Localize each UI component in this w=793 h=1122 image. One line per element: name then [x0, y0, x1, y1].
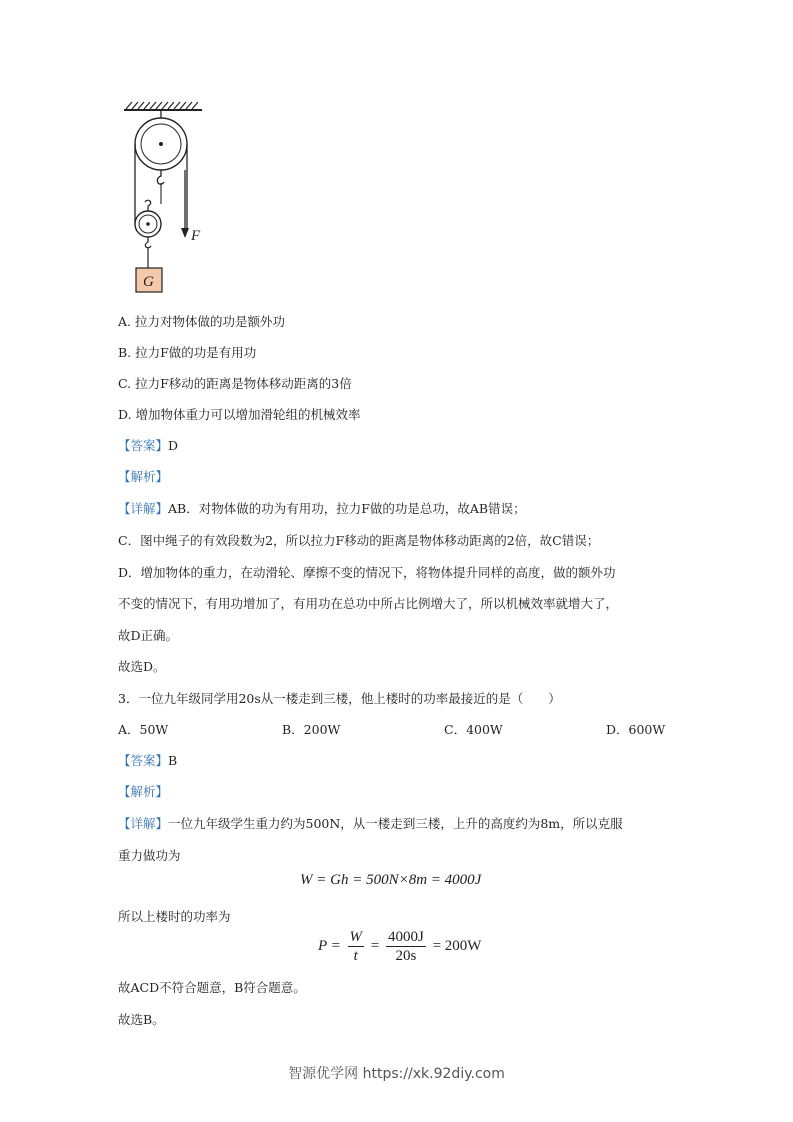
q2-option-c: C. 拉力F移动的距离是物体移动距离的3倍: [118, 376, 352, 391]
q2-option-b: B. 拉力F做的功是有用功: [118, 345, 257, 360]
q3-analysis-tag: 【解析】: [118, 784, 169, 799]
q3-option-c: C．400W: [444, 722, 503, 737]
answer-tag: 【答案】: [118, 753, 169, 768]
detail-text: 一位九年级学生重力约为500N，从一楼走到三楼，上升的高度约为8m，所以克服: [168, 816, 623, 831]
q3-option-b: B．200W: [282, 722, 341, 737]
q3-power-intro: 所以上楼时的功率为: [118, 909, 231, 924]
answer-tag: 【答案】: [118, 438, 169, 453]
q2-conclusion: 故选D。: [118, 659, 166, 674]
fraction-values: $\frac{4000J}{20s}$: [387, 929, 424, 964]
q3-stem: 3．一位九年级同学用20s从一楼走到三楼，他上楼时的功率最接近的是（ ）: [118, 691, 561, 706]
weight-label: G: [143, 274, 154, 290]
q3-summary: 故ACD不符合题意，B符合题意。: [118, 980, 306, 995]
detail-text: AB．对物体做的功为有用功，拉力F做的功是总功，故AB错误；: [168, 501, 526, 516]
fraction-w-t: $\frac{W}{t}$: [349, 929, 363, 964]
detail-tag: 【详解】: [118, 501, 169, 516]
q3-conclusion: 故选B。: [118, 1012, 165, 1027]
q2-detail-1: [118, 499, 526, 517]
q2-detail-2: C．图中绳子的有效段数为2，所以拉力F移动的距离是物体移动距离的2倍，故C错误；: [118, 533, 600, 548]
q3-detail-2: 重力做功为: [118, 848, 181, 863]
q2-detail-3: D．增加物体的重力，在动滑轮、摩擦不变的情况下，将物体提升同样的高度，做的额外功: [118, 565, 616, 580]
power-formula: [318, 928, 481, 965]
equals-sign: =: [370, 937, 380, 954]
q3-answer: [118, 751, 177, 769]
power-result: = 200W: [432, 937, 482, 954]
detail-tag: 【详解】: [118, 816, 169, 831]
q2-option-d: D. 增加物体重力可以增加滑轮组的机械效率: [118, 407, 361, 422]
answer-value: B: [168, 753, 178, 768]
force-label: F: [191, 228, 201, 244]
power-lhs: P =: [318, 937, 341, 954]
q2-answer: [118, 436, 178, 454]
q2-detail-5: 故D正确。: [118, 628, 179, 643]
q3-option-a: A．50W: [118, 722, 169, 737]
answer-value: D: [168, 438, 179, 453]
q2-option-a: A. 拉力对物体做的功是额外功: [118, 314, 285, 329]
q3-detail-1: [118, 814, 623, 832]
pulley-diagram: [110, 96, 220, 296]
work-formula: W = Gh = 500N×8m = 4000J: [300, 872, 482, 888]
q2-analysis-tag: 【解析】: [118, 469, 169, 484]
q2-detail-4: 不变的情况下，有用功增加了，有用功在总功中所占比例增大了，所以机械效率就增大了，: [118, 596, 619, 611]
q3-option-d: D．600W: [606, 722, 666, 737]
footer-watermark: 智源优学网 https://xk.92diy.com: [288, 1066, 505, 1082]
